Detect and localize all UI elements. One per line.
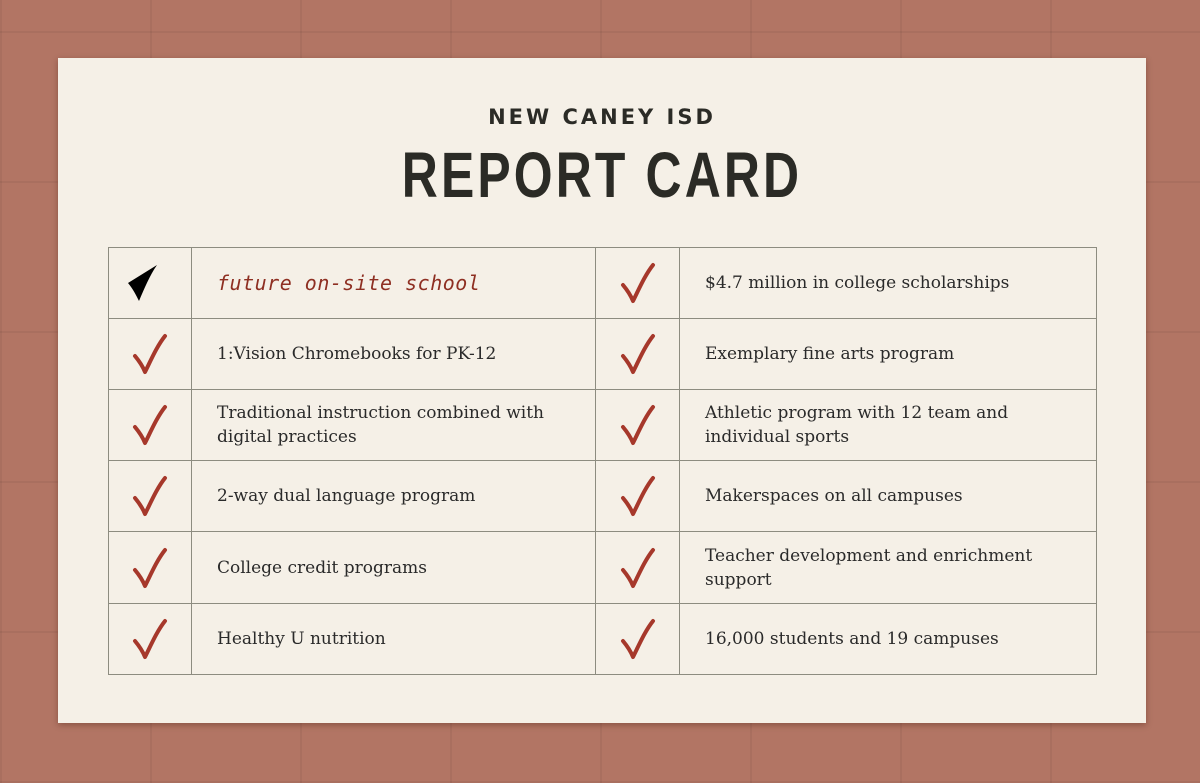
checkmark-cell [596, 461, 680, 532]
check-plus-icon [124, 261, 176, 305]
checkmark-icon [619, 546, 657, 590]
checkmark-icon [619, 617, 657, 661]
grade-item: Healthy U nutrition [192, 604, 596, 675]
checkmark-cell [109, 390, 192, 461]
checkmark-icon [619, 332, 657, 376]
checkmark-cell [109, 532, 192, 604]
report-card [58, 58, 1146, 723]
page-title: REPORT CARD [401, 139, 803, 211]
grade-item: College credit programs [192, 532, 596, 604]
grade-item: 16,000 students and 19 campuses [680, 604, 1097, 675]
district-name: NEW CANEY ISD [488, 105, 716, 129]
grade-item: future on-site school [192, 248, 596, 319]
checkmark-icon [131, 546, 169, 590]
checkmark-cell [596, 604, 680, 675]
grade-item: 1:Vision Chromebooks for PK-12 [192, 319, 596, 390]
checkmark-icon [131, 332, 169, 376]
grade-item: Teacher development and enrichment support [680, 532, 1097, 604]
checkmark-icon [619, 261, 657, 305]
checkmark-icon [131, 617, 169, 661]
grade-item: 2-way dual language program [192, 461, 596, 532]
checkmark-cell [596, 248, 680, 319]
grade-item: $4.7 million in college scholarships [680, 248, 1097, 319]
checkmark-icon [619, 403, 657, 447]
checkmark-icon [131, 474, 169, 518]
checkmark-cell [109, 319, 192, 390]
checkmark-cell [596, 319, 680, 390]
checkmark-cell [109, 604, 192, 675]
checkmark-cell [109, 461, 192, 532]
checkmark-cell [596, 390, 680, 461]
grade-item: Exemplary fine arts program [680, 319, 1097, 390]
checkmark-cell [596, 532, 680, 604]
grade-item: Athletic program with 12 team and individual sports [680, 390, 1097, 461]
report-grid [108, 247, 1097, 675]
checkmark-icon [619, 474, 657, 518]
checkmark-plus-cell [109, 248, 192, 319]
checkmark-icon [131, 403, 169, 447]
grade-item: Makerspaces on all campuses [680, 461, 1097, 532]
grade-item: Traditional instruction combined with digital practices [192, 390, 596, 461]
